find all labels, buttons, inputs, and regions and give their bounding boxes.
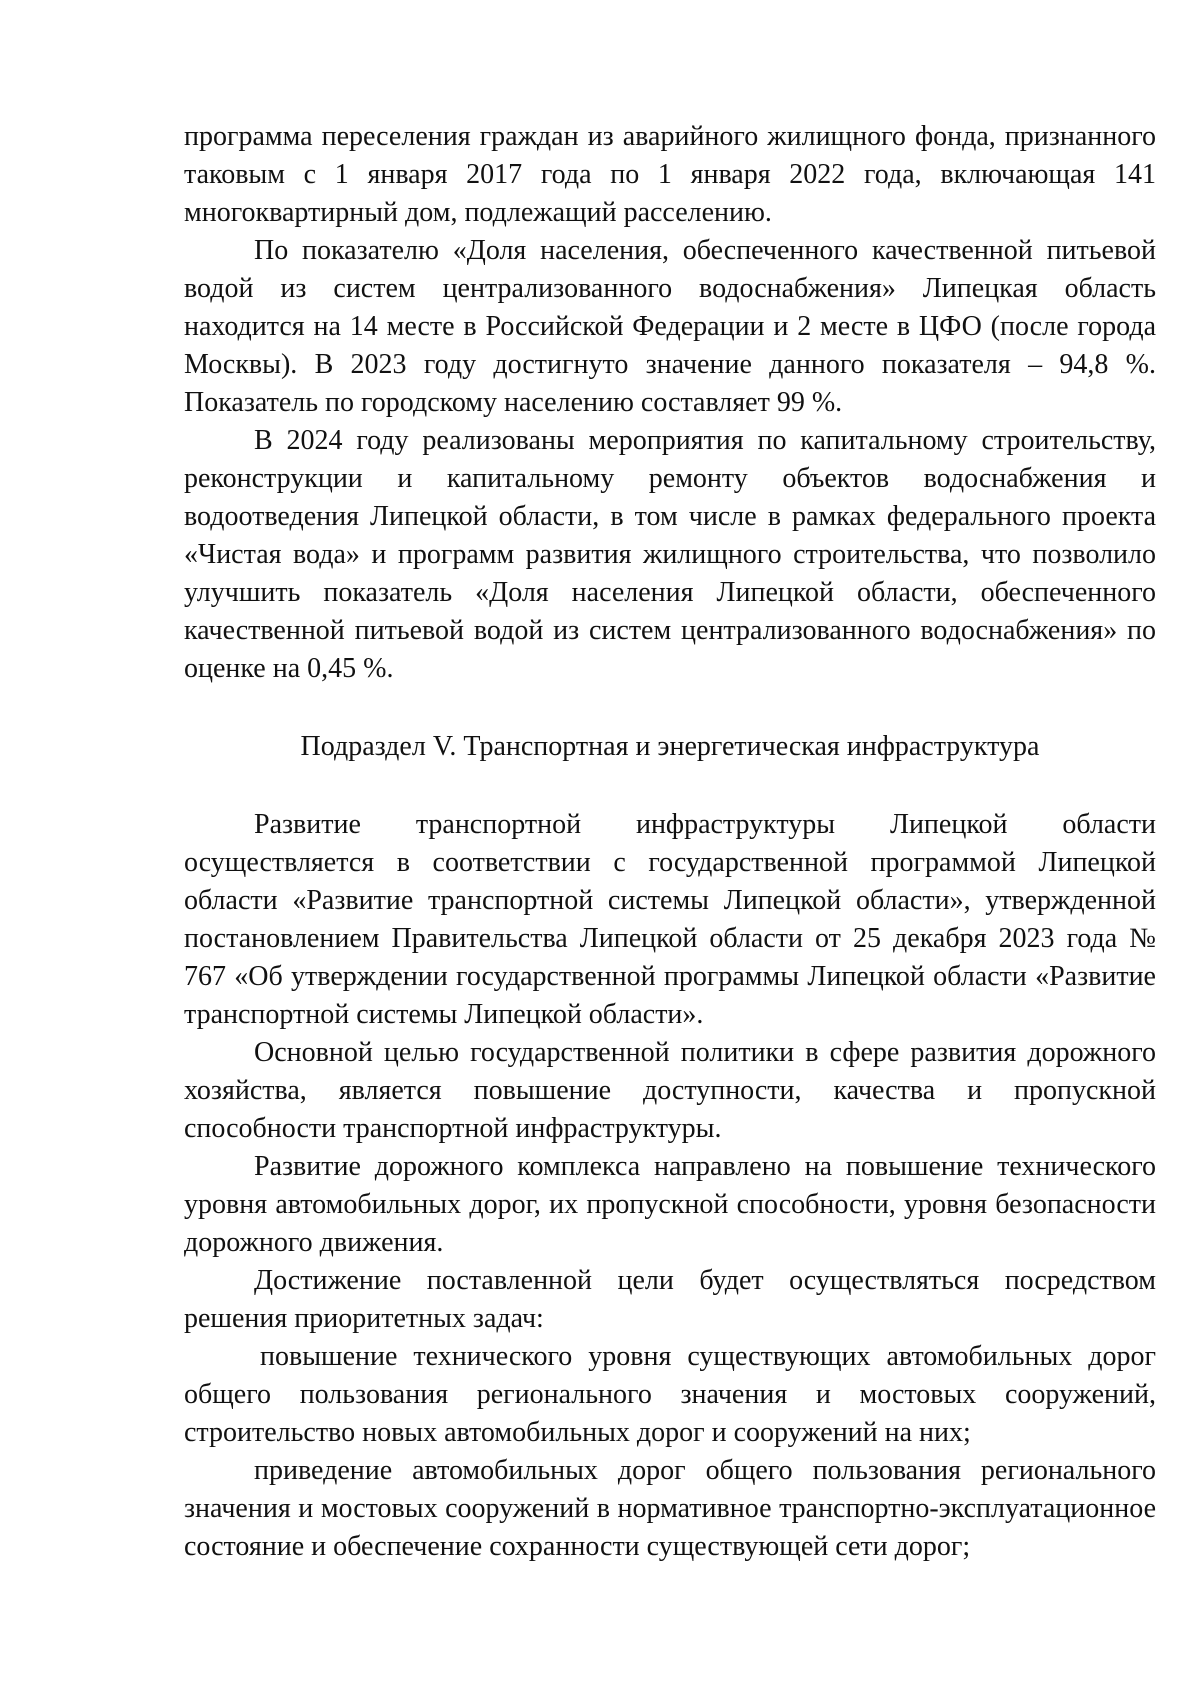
paragraph-task-normative-state: приведение автомобильных дорог общего пользования регионального значения и мостовых сооружений в нормативное транспортно-эксплуатационное состояние и обеспечение сохранности существующей сети дорог; [184, 1455, 1156, 1562]
paragraph-water-indicator: По показателю «Доля населения, обеспеченного качественной питьевой водой из систем централизованного водоснабжения» Липецкая область находится на 14 месте в Российской Федерации и 2 месте в ЦФО (после города Москвы). В 2023 году достигнуто значение данного показателя – 94,8 %. Показатель по городскому населению составляет 99 %. [184, 235, 1156, 418]
paragraph-water-projects-2024: В 2024 году реализованы мероприятия по капитальному строительству, реконструкции и капитальному ремонту объектов водоснабжения и водоотведения Липецкой области, в том числе в рамках федерального проекта «Чистая вода» и программ развития жилищного строительства, что позволило улучшить показатель «Доля населения Липецкой области, обеспеченного качественной питьевой водой из систем централизованного водоснабжения» по оценке на 0,45 %. [184, 425, 1156, 684]
paragraph-resettlement-program: программа переселения граждан из аварийного жилищного фонда, признанного таковым с 1 января 2017 года по 1 января 2022 года, включающая 141 многоквартирный дом, подлежащий расселению. [184, 121, 1156, 228]
paragraph-priority-tasks-intro: Достижение поставленной цели будет осуществляться посредством решения приоритетных задач: [184, 1265, 1156, 1334]
document-body [184, 118, 1156, 1566]
paragraph-task-technical-level: повышение технического уровня существующих автомобильных дорог общего пользования регионального значения и мостовых сооружений, строительство новых автомобильных дорог и сооружений на них; [184, 1341, 1156, 1448]
section-heading: Подраздел V. Транспортная и энергетическая инфраструктура [300, 731, 1040, 762]
paragraph-transport-program: Развитие транспортной инфраструктуры Липецкой области осуществляется в соответствии с государственной программой Липецкой области «Развитие транспортной системы Липецкой области», утвержденной постановлением Правительства Липецкой области от 25 декабря 2023 года № 767 «Об утверждении государственной программы Липецкой области «Развитие транспортной системы Липецкой области». [184, 809, 1156, 1030]
paragraph-policy-goal: Основной целью государственной политики в сфере развития дорожного хозяйства, является повышение доступности, качества и пропускной способности транспортной инфраструктуры. [184, 1037, 1156, 1144]
paragraph-road-complex: Развитие дорожного комплекса направлено на повышение технического уровня автомобильных дорог, их пропускной способности, уровня безопасности дорожного движения. [184, 1151, 1156, 1258]
